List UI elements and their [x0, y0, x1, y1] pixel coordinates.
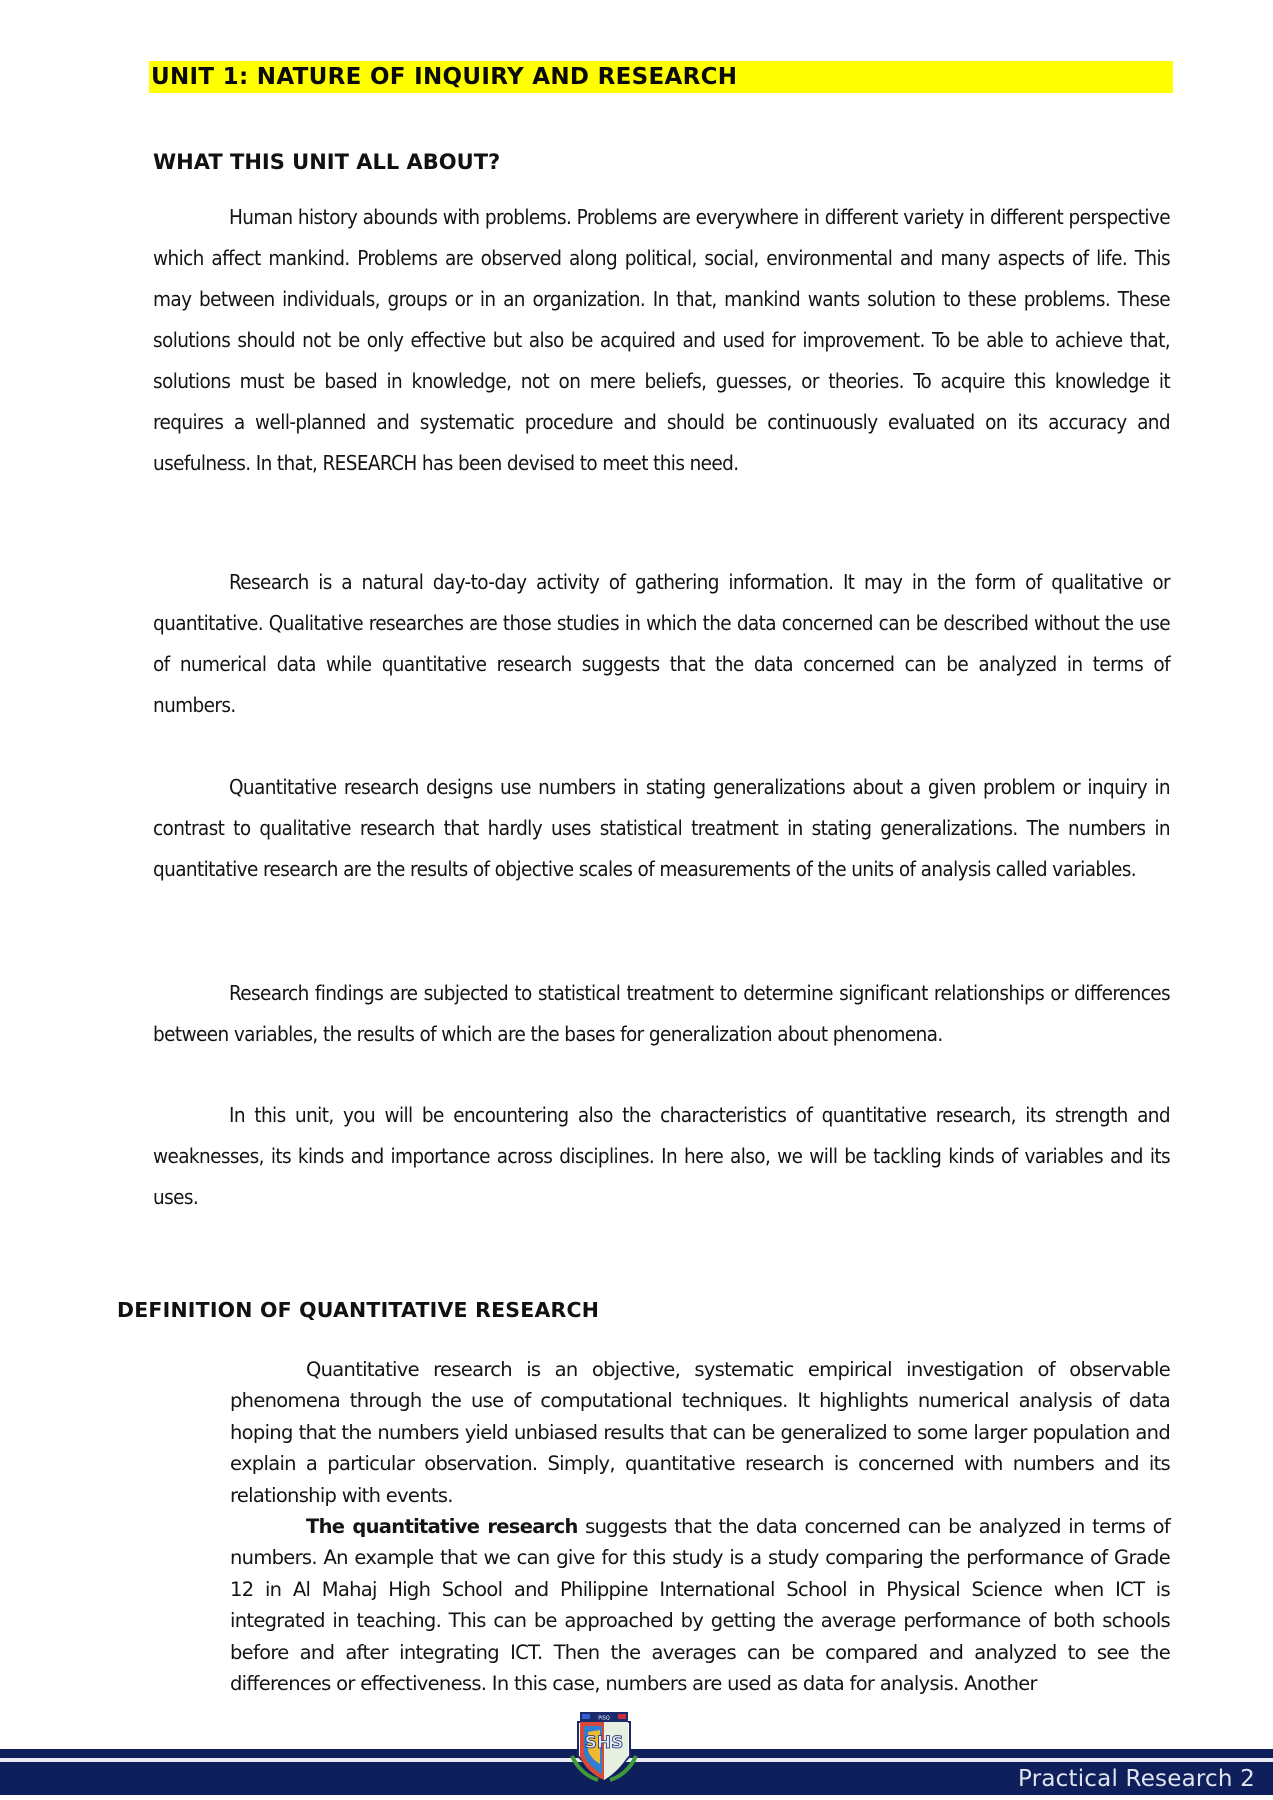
definition-paragraph-2	[230, 1511, 1170, 1699]
paragraph-3	[153, 767, 1170, 890]
paragraph-text: Research findings are subjected to statistical treatment to determine significant relationships or differences between variables, the results of which are the bases for generalization about phenomena.	[153, 981, 1170, 1046]
logo-banner-text: PISQ	[598, 1715, 610, 1722]
paragraph-text: Quantitative research is an objective, systematic empirical investigation of observable phenomena through the use of computational techniques. It highlights numerical analysis of data hoping that the numbers yield unbiased results that can be generalized to some larger population and explain a particular observation. Simply, quantitative research is concerned with numbers and its relationship with events.	[230, 1358, 1170, 1507]
school-logo-icon	[568, 1700, 640, 1786]
paragraph-1	[153, 197, 1170, 484]
bold-term: The quantitative research	[306, 1515, 578, 1538]
section-heading: WHAT THIS UNIT ALL ABOUT?	[153, 150, 501, 174]
paragraph-text: suggests that the data concerned can be analyzed in terms of numbers. An example that we can give for this study is a study comparing the performance of Grade 12 in Al Mahaj High School and Philippine International School in Physical Science when ICT is integrated in teaching. This can be approached by getting the average performance of both schools before and after integrating ICT. Then the averages can be compared and analyzed to see the differences or effectiveness. In this case, numbers are used as data for analysis. Another	[230, 1515, 1170, 1696]
paragraph-5	[153, 1095, 1170, 1218]
paragraph-2	[153, 562, 1170, 726]
logo-text: SHS	[584, 1733, 624, 1753]
footer-course-label: Practical Research 2	[1018, 1766, 1255, 1792]
definition-heading: DEFINITION OF QUANTITATIVE RESEARCH	[117, 1298, 600, 1322]
paragraph-4	[153, 973, 1170, 1055]
paragraph-text: Human history abounds with problems. Problems are everywhere in different variety in different perspective which affect mankind. Problems are observed along political, social, environmental and many aspects of life. This may between individuals, groups or in an organization. In that, mankind wants solution to these problems. These solutions should not be only effective but also be acquired and used for improvement. To be able to achieve that, solutions must be based in knowledge, not on mere beliefs, guesses, or theories. To acquire this knowledge it requires a well-planned and systematic procedure and should be continuously evaluated on its accuracy and usefulness. In that, RESEARCH has been devised to meet this need.	[153, 205, 1170, 475]
unit-title: UNIT 1: NATURE OF INQUIRY AND RESEARCH	[149, 61, 1173, 93]
paragraph-text: Research is a natural day-to-day activity of gathering information. It may in the form of qualitative or quantitative. Qualitative researches are those studies in which the data concerned can be described without the use of numerical data while quantitative research suggests that the data concerned can be analyzed in terms of numbers.	[153, 570, 1170, 717]
paragraph-text: Quantitative research designs use numbers in stating generalizations about a given problem or inquiry in contrast to qualitative research that hardly uses statistical treatment in stating generalizations. The numbers in quantitative research are the results of objective scales of measurements of the units of analysis called variables.	[153, 775, 1170, 881]
paragraph-text: In this unit, you will be encountering also the characteristics of quantitative research, its strength and weaknesses, its kinds and importance across disciplines. In here also, we will be tackling kinds of variables and its uses.	[153, 1103, 1170, 1209]
definition-paragraph-1	[230, 1354, 1170, 1511]
